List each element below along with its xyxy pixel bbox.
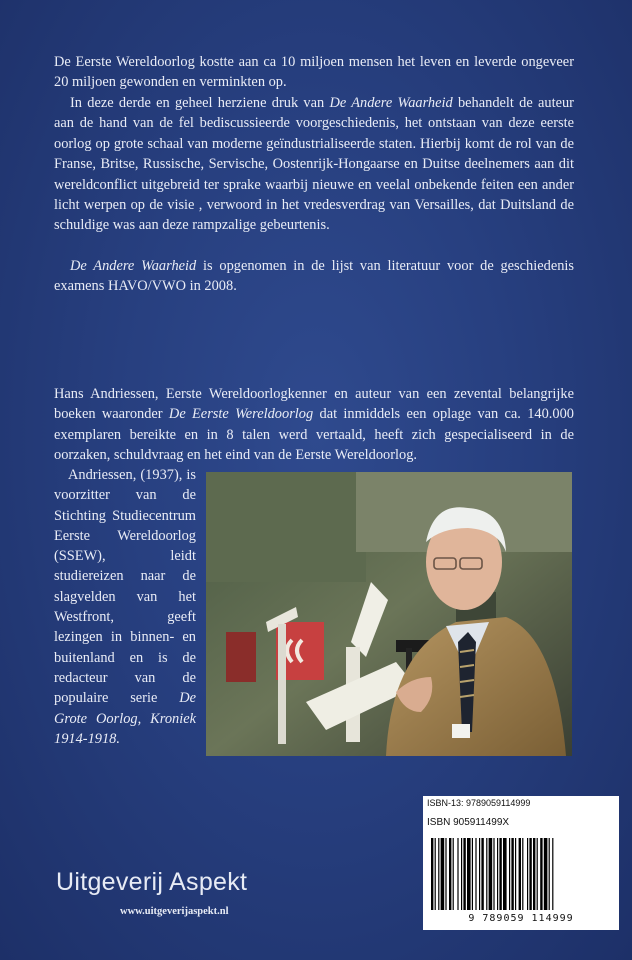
blurb-paragraph-3 [54,256,574,297]
barcode-digits: 9 789059 114999 [468,913,574,924]
publisher-url: www.uitgeverijaspekt.nl [120,906,229,917]
blurb-p2-pre: In deze derde en geheel herziene druk van [70,95,330,111]
series-title: De Grote Oorlog, Kroniek 1914-1918. [54,690,196,747]
blurb-paragraph-1 [54,52,574,93]
author-p2-pre: Andriessen, (1937), is voorzitter van de Stichting Studiecentrum Eerste Wereldoorlog (SSEW), leidt studiereizen naar de slagvelden van het Westfront, geeft lezingen in binnen- en buitenland en is de redacteur van de populaire serie [54,467,196,707]
barcode-image [431,838,611,912]
book-title-italic-2: De Andere Waarheid [70,258,197,274]
publisher-name: Uitgeverij Aspekt [56,868,248,896]
blurb-p3-post: is opgenomen in de lijst van literatuur voor de geschiedenis examens HAVO/VWO in 2008. [54,258,574,295]
author-p1-pre: Hans Andriessen, Eerste Wereldoorlogkenner en auteur van een zevental belangrijke boeken waaronder [54,386,574,423]
author-paragraph-1 [54,384,574,466]
author-paragraph-2 [54,465,196,749]
isbn13-text: ISBN-13: 9789059114999 [427,798,531,808]
isbn10-text: ISBN 905911499X [427,817,510,828]
author-photo [206,472,572,756]
book-title-italic: De Andere Waarheid [329,95,453,111]
blurb-p1-text: De Eerste Wereldoorlog kostte aan ca 10 miljoen mensen het leven en leverde ongeveer 20 miljoen gewonden en verminkten op. [54,54,574,91]
author-book-title: De Eerste Wereldoorlog [168,406,314,423]
blurb-p2-post: behandelt de auteur aan de hand van de fel bediscussieerde voorgeschiedenis, het ontstaan van deze eerste oorlog op grote schaal van moderne geïndustrialiseerde staten. Hierbij komt de rol van de Franse, Britse, Russische, Servische, Oostenrijk-Hongaarse en Duitse deelnemers aan dit wereldconflict uitgebreid ter sprake waarbij nieuwe en veelal onbekende feiten een ander licht werpen op de visie , verwoord in het vredesverdrag van Versailles, dat Duitsland de schuldige was aan deze rampzalige gebeurtenis. [54,95,574,234]
barcode-label [423,796,619,930]
blurb-paragraph-2 [54,93,574,236]
author-p1-post: dat inmiddels een oplage van ca. 140.000 exemplaren bereikte en in 8 talen werd vertaald, heeft zich gespecialiseerd in de oorzaken, schuldvraag en het eind van de Eerste Wereldoorlog. [54,406,574,464]
